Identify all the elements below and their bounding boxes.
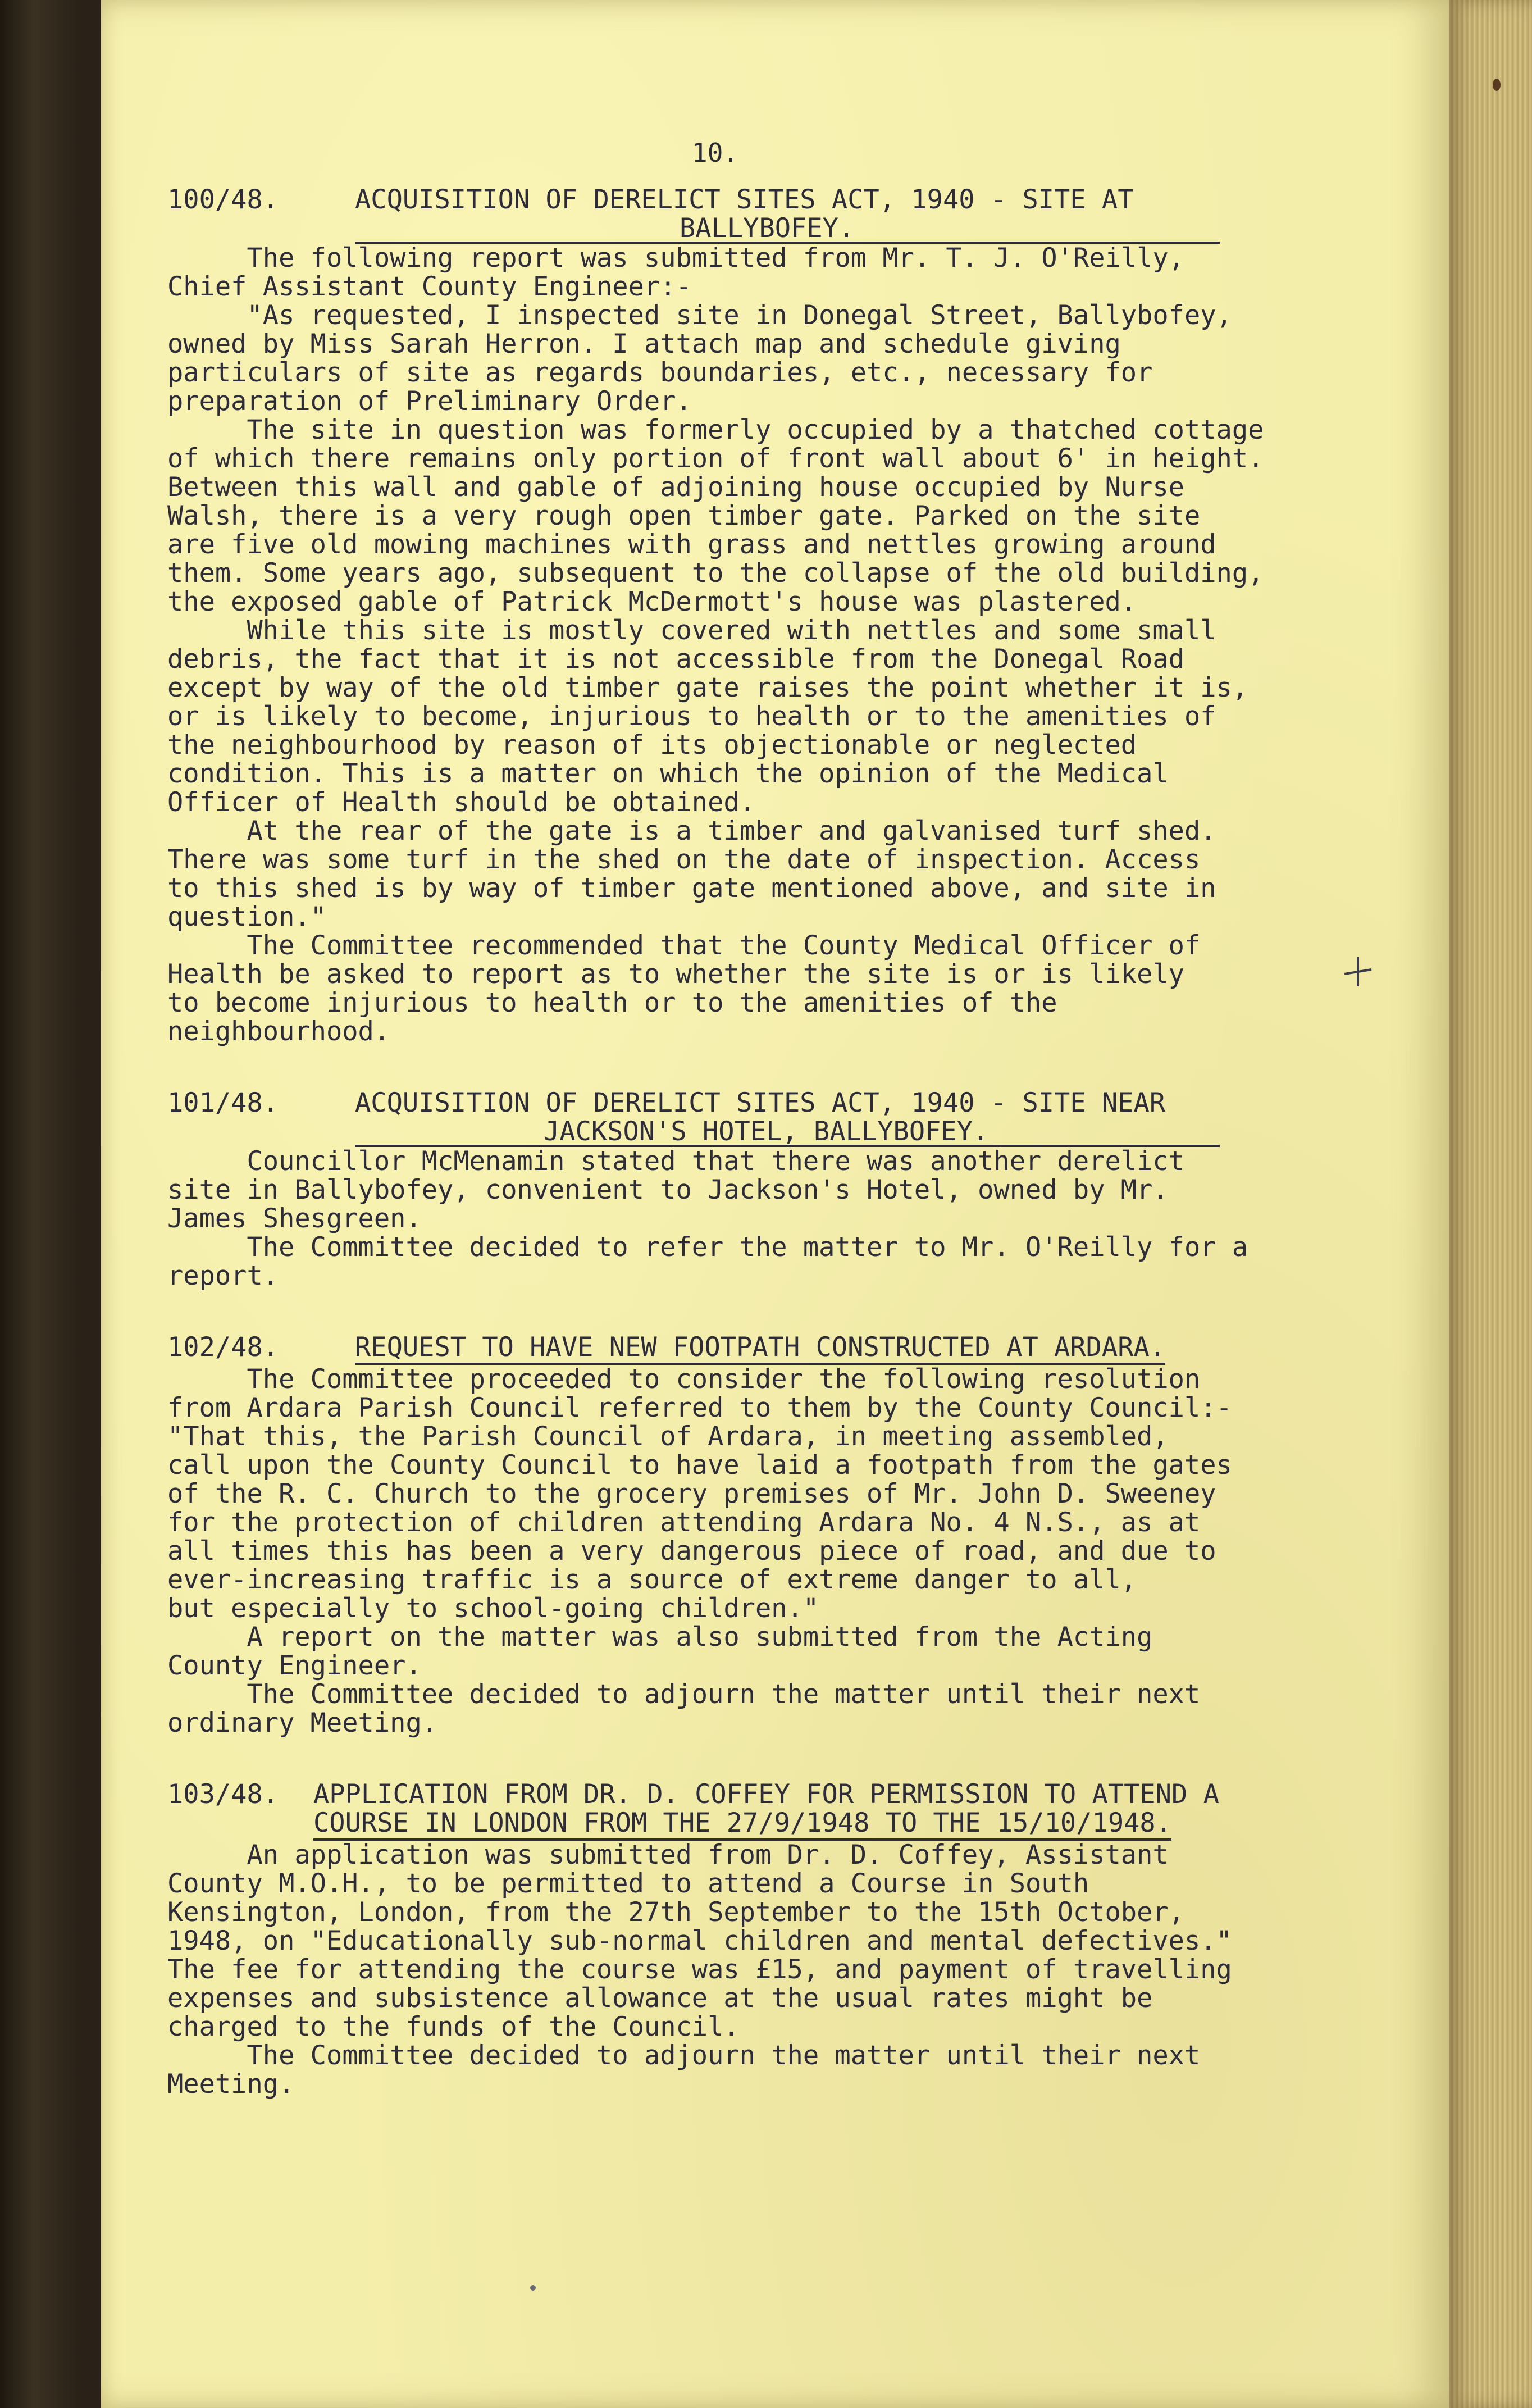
item-title-line2-wrap xyxy=(313,1809,1380,1841)
paragraph: At the rear of the gate is a timber and galvanised turf shed. There was some turf in the shed on the date of inspection. Access to this shed is by way of timber gate mentioned above, and site in question." xyxy=(167,816,1216,932)
paragraph: The following report was submitted from Mr. T. J. O'Reilly, Chief Assistant County Engineer:- xyxy=(167,243,1184,302)
paragraph: "As requested, I inspected site in Donegal Street, Ballybofey, owned by Miss Sarah Herron. I attach map and schedule giving particulars of site as regards boundaries, etc., necessary for preparation of Preliminary Order. xyxy=(167,300,1232,417)
minutes-body xyxy=(167,185,1380,2141)
paragraph: A report on the matter was also submitted from the Acting County Engineer. xyxy=(167,1622,1153,1681)
page-number: 10. xyxy=(692,138,739,168)
item-title-line2-wrap xyxy=(355,1117,1380,1147)
minute-item-103 xyxy=(167,1780,1380,2099)
paragraph: An application was submitted from Dr. D. Coffey, Assistant County M.O.H., to be permitted to attend a Course in South Kensington, London, from the 27th September to the 15th October, 1948, on "Educationally sub-normal children and mental defectives." The fee for attending the course was £15, and payment of travelling expenses and subsistence allowance at the usual rates might be charged to the funds of the Council. xyxy=(167,1840,1232,2042)
margin-cross-mark xyxy=(1341,955,1375,989)
item-title xyxy=(355,185,1134,214)
paragraph: The Committee recommended that the County Medical Officer of Health be asked to report as to whether the site is or is likely to become injurious to health or to the amenities of the neighbourhood. xyxy=(167,930,1201,1047)
item-title-line2: COURSE IN LONDON FROM THE 27/9/1948 TO THE 15/10/1948. xyxy=(313,1809,1171,1841)
item-number: 102/48. xyxy=(167,1332,279,1363)
paragraph: While this site is mostly covered with nettles and some small debris, the fact that it is not accessible from the Donegal Road except by way of the old timber gate raises the point whether it is, or is likely to become, injurious to health or to the amenities of the neighbourhood by reason of its objectionable or neglected condition. This is a matter on which the opinion of the Medical Officer of Health should be obtained. xyxy=(167,615,1248,818)
binding-speck xyxy=(1493,79,1501,91)
item-number: 101/48. xyxy=(167,1087,279,1118)
book-page-edges xyxy=(1449,0,1532,2408)
paragraph: The Committee decided to adjourn the matter until their next ordinary Meeting. xyxy=(167,1679,1201,1738)
minute-item-102 xyxy=(167,1333,1380,1737)
item-heading xyxy=(167,1780,1380,1809)
paragraph: The Committee decided to adjourn the matter until their next Meeting. xyxy=(167,2040,1201,2100)
paragraph: The Committee proceeded to consider the following resolution from Ardara Parish Council referred to them by the County Council:- "That this, the Parish Council of Ardara, in meeting assembled, call upon the County Council to have laid a footpath from the gates of the R. C. Church to the grocery premises of Mr. John D. Sweeney for the protection of children attending Ardara No. 4 N.S., as at all times this has been a very dangerous piece of road, and due to ever-increasing traffic is a source of extreme danger to all, but especially to school-going children." xyxy=(167,1364,1232,1624)
minute-item-100 xyxy=(167,185,1380,1046)
item-title-line2-wrap xyxy=(355,214,1380,244)
minute-item-101 xyxy=(167,1089,1380,1290)
page-speck xyxy=(530,2285,536,2291)
item-heading xyxy=(167,185,1380,214)
item-title-line2: JACKSON'S HOTEL, BALLYBOFEY. xyxy=(544,1116,989,1147)
item-title-line1: APPLICATION FROM DR. D. COFFEY FOR PERMISSION TO ATTEND A xyxy=(313,1779,1219,1810)
paragraph: The Committee decided to refer the matter to Mr. O'Reilly for a report. xyxy=(167,1232,1248,1291)
item-number: 103/48. xyxy=(167,1779,279,1810)
item-number: 100/48. xyxy=(167,184,279,215)
item-title-line1: ACQUISITION OF DERELICT SITES ACT, 1940 - SITE NEAR xyxy=(355,1087,1166,1118)
item-title-line1: ACQUISITION OF DERELICT SITES ACT, 1940 - SITE AT xyxy=(355,184,1134,215)
item-title-line2: BALLYBOFEY. xyxy=(680,213,855,244)
item-heading xyxy=(167,1089,1380,1117)
paragraph: The site in question was formerly occupied by a thatched cottage of which there remains only portion of front wall about 6' in height. Between this wall and gable of adjoining house occupied by Nurse Walsh, there is a very rough open timber gate. Parked on the site are five old mowing machines with grass and nettles growing around them. Some years ago, subsequent to the collapse of the old building, the exposed gable of Patrick McDermott's house was plastered. xyxy=(167,415,1264,617)
item-heading xyxy=(167,1333,1380,1365)
item-title-line1: REQUEST TO HAVE NEW FOOTPATH CONSTRUCTED AT ARDARA. xyxy=(355,1333,1165,1365)
paragraph: Councillor McMenamin stated that there was another derelict site in Ballybofey, convenient to Jackson's Hotel, owned by Mr. James Shesgreen. xyxy=(167,1146,1184,1234)
